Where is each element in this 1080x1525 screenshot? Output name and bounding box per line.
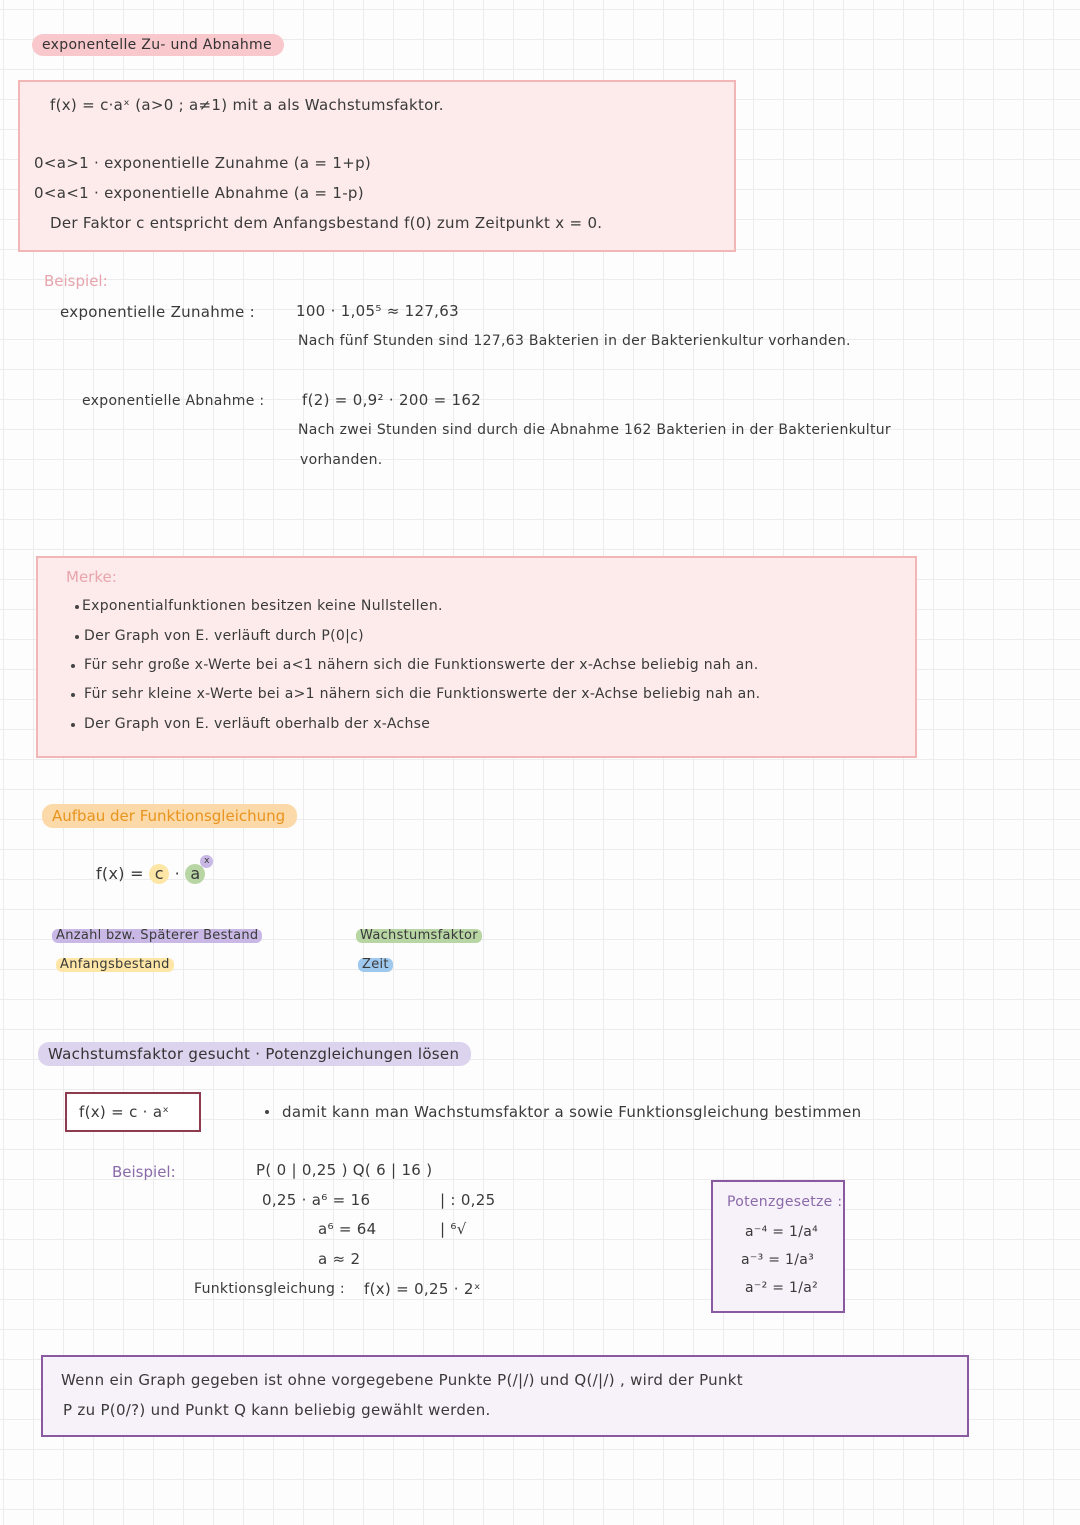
merke-bullet: [75, 605, 79, 609]
page-title: exponentelle Zu- und Abnahme: [32, 34, 284, 56]
potenzgesetze-box: [711, 1180, 845, 1313]
merke-item: Für sehr kleine x-Werte bei a>1 nähern sich die Funktionswerte der x-Achse beliebig nah an.: [84, 686, 761, 702]
wachstum-heading: Wachstumsfaktor gesucht · Potenzgleichungen lösen: [38, 1042, 471, 1066]
potenzgesetz-row: a⁻² = 1/a²: [745, 1280, 819, 1296]
merke-bullet: [75, 635, 79, 639]
wachstum-step-2: a⁶ = 64: [318, 1220, 377, 1238]
label-wachstumsfaktor: Wachstumsfaktor: [356, 929, 482, 943]
wachstum-result-label: Funktionsgleichung :: [194, 1281, 345, 1297]
merke-item: Der Graph von E. verläuft oberhalb der x-Achse: [84, 716, 431, 732]
wachstum-result: f(x) = 0,25 · 2ˣ: [364, 1280, 481, 1298]
aufbau-heading: Aufbau der Funktionsgleichung: [42, 804, 297, 828]
wachstum-step-1: 0,25 · a⁶ = 16: [262, 1191, 371, 1209]
wachstum-step-3: a ≈ 2: [318, 1250, 361, 1268]
abnahme-formula: f(2) = 0,9² · 200 = 162: [302, 391, 482, 409]
definition-line-abnahme: 0<a<1 · exponentielle Abnahme (a = 1-p): [34, 184, 364, 202]
aufbau-x: x: [200, 855, 213, 868]
merke-bullet: [71, 693, 75, 697]
merke-item: Für sehr große x-Werte bei a<1 nähern sich die Funktionswerte der x-Achse beliebig nah an.: [84, 657, 759, 673]
potenzgesetz-row: a⁻³ = 1/a³: [741, 1252, 815, 1268]
note-line-2: P zu P(0/?) und Punkt Q kann beliebig gewählt werden.: [63, 1401, 491, 1419]
wachstum-formula: f(x) = c · aˣ: [79, 1103, 170, 1121]
aufbau-dot: ·: [174, 864, 181, 883]
definition-box: [18, 80, 736, 252]
merke-bullet: [71, 723, 75, 727]
abnahme-text-2: vorhanden.: [300, 452, 383, 468]
merke-box: [36, 556, 917, 758]
merke-label: Merke:: [66, 568, 117, 586]
abnahme-text-1: Nach zwei Stunden sind durch die Abnahme 162 Bakterien in der Bakterienkultur: [298, 422, 891, 438]
zunahme-label: exponentielle Zunahme :: [60, 303, 255, 321]
potenzgesetze-title: Potenzgesetze :: [727, 1194, 843, 1210]
definition-line-faktor: Der Faktor c entspricht dem Anfangsbestand f(0) zum Zeitpunkt x = 0.: [50, 214, 603, 232]
wachstum-bullet: [265, 1110, 269, 1114]
abnahme-label: exponentielle Abnahme :: [82, 393, 265, 409]
label-zeit: Zeit: [358, 958, 393, 972]
beispiel-label: Beispiel:: [44, 272, 108, 290]
zunahme-formula: 100 · 1,05⁵ ≈ 127,63: [296, 302, 459, 320]
label-anzahl: Anzahl bzw. Späterer Bestand: [52, 929, 262, 943]
merke-item: Exponentialfunktionen besitzen keine Nullstellen.: [82, 598, 443, 614]
label-anfangsbestand: Anfangsbestand: [56, 958, 174, 972]
potenzgesetz-row: a⁻⁴ = 1/a⁴: [745, 1224, 819, 1240]
wachstum-beispiel-label: Beispiel:: [112, 1163, 176, 1181]
aufbau-c: c: [149, 864, 169, 884]
aufbau-f-part: f(x) =: [96, 864, 144, 883]
aufbau-formula: [96, 856, 210, 884]
merke-item: Der Graph von E. verläuft durch P(0|c): [84, 628, 364, 644]
zunahme-text: Nach fünf Stunden sind 127,63 Bakterien in der Bakterienkultur vorhanden.: [298, 333, 851, 349]
note-line-1: Wenn ein Graph gegeben ist ohne vorgegebene Punkte P(/|/) und Q(/|/) , wird der Punkt: [61, 1371, 743, 1389]
definition-line-zunahme: 0<a>1 · exponentielle Zunahme (a = 1+p): [34, 154, 372, 172]
merke-bullet: [71, 664, 75, 668]
wachstum-step-1-note: | : 0,25: [440, 1191, 496, 1209]
wachstum-formula-box: [65, 1092, 201, 1132]
definition-formula: f(x) = c·aˣ (a>0 ; a≠1) mit a als Wachstumsfaktor.: [50, 96, 444, 114]
wachstum-points: P( 0 | 0,25 ) Q( 6 | 16 ): [256, 1161, 433, 1179]
aufbau-a: a x: [185, 864, 205, 884]
note-box: [41, 1355, 969, 1437]
wachstum-bullet-text: damit kann man Wachstumsfaktor a sowie Funktionsgleichung bestimmen: [282, 1103, 862, 1121]
wachstum-step-2-note: | ⁶√: [440, 1220, 467, 1238]
